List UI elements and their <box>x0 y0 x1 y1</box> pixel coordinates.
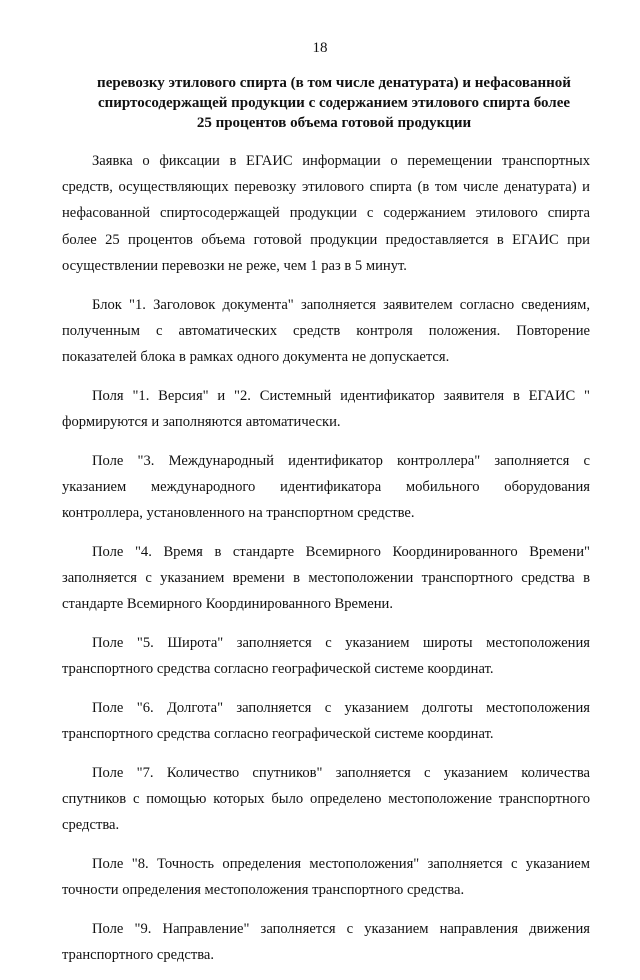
paragraph-field-latitude: Поле "5. Широта" заполняется с указанием широты местоположения транспортного средства согласно географической системе координат. <box>62 634 590 677</box>
paragraph-field-satellites: Поле "7. Количество спутников" заполняется с указанием количества спутников с помощью которых было определено местоположение транспортного средства. <box>62 764 590 833</box>
paragraph-field-controller-id: Поле "3. Международный идентификатор контроллера" заполняется с указанием международного идентификатора мобильного оборудования контроллера, установленного на транспортном средстве. <box>62 452 590 521</box>
page-number: 18 <box>312 40 328 56</box>
heading-line: спиртосодержащей продукции с содержанием этилового спирта более <box>97 95 571 111</box>
paragraph-request-fixation: Заявка о фиксации в ЕГАИС информации о перемещении транспортных средств, осуществляющих перевозку этилового спирта (в том числе денатурата) и нефасованной спиртосодержащей продукции с содержанием этилового спирта более 25 процентов объема готовой продукции предоставляется в ЕГАИС при осуществлении перевозки не реже, чем 1 раз в 5 минут. <box>62 153 590 274</box>
section-heading <box>70 73 598 133</box>
paragraph-field-longitude: Поле "6. Долгота" заполняется с указанием долготы местоположения транспортного средства согласно географической системе координат. <box>62 699 590 742</box>
heading-line: 25 процентов объема готовой продукции <box>196 115 472 131</box>
document-body <box>62 148 590 980</box>
paragraph-field-direction: Поле "9. Направление" заполняется с указанием направления движения транспортного средства. <box>62 920 590 963</box>
paragraph-field-accuracy: Поле "8. Точность определения местоположения" заполняется с указанием точности определения местоположения транспортного средства. <box>62 855 590 898</box>
paragraph-field-utc-time: Поле "4. Время в стандарте Всемирного Координированного Времени" заполняется с указанием времени в местоположении транспортного средства в стандарте Всемирного Координированного Времени. <box>62 543 590 613</box>
paragraph-block-header: Блок "1. Заголовок документа" заполняется заявителем согласно сведениям, полученным с автоматических средств контроля положения. Повторение показателей блока в рамках одного документа не допускается. <box>62 296 590 365</box>
heading-line: перевозку этилового спирта (в том числе денатурата) и нефасованной <box>97 75 571 91</box>
paragraph-fields-version-id: Поля "1. Версия" и "2. Системный идентификатор заявителя в ЕГАИС " формируются и заполняются автоматически. <box>62 387 590 430</box>
